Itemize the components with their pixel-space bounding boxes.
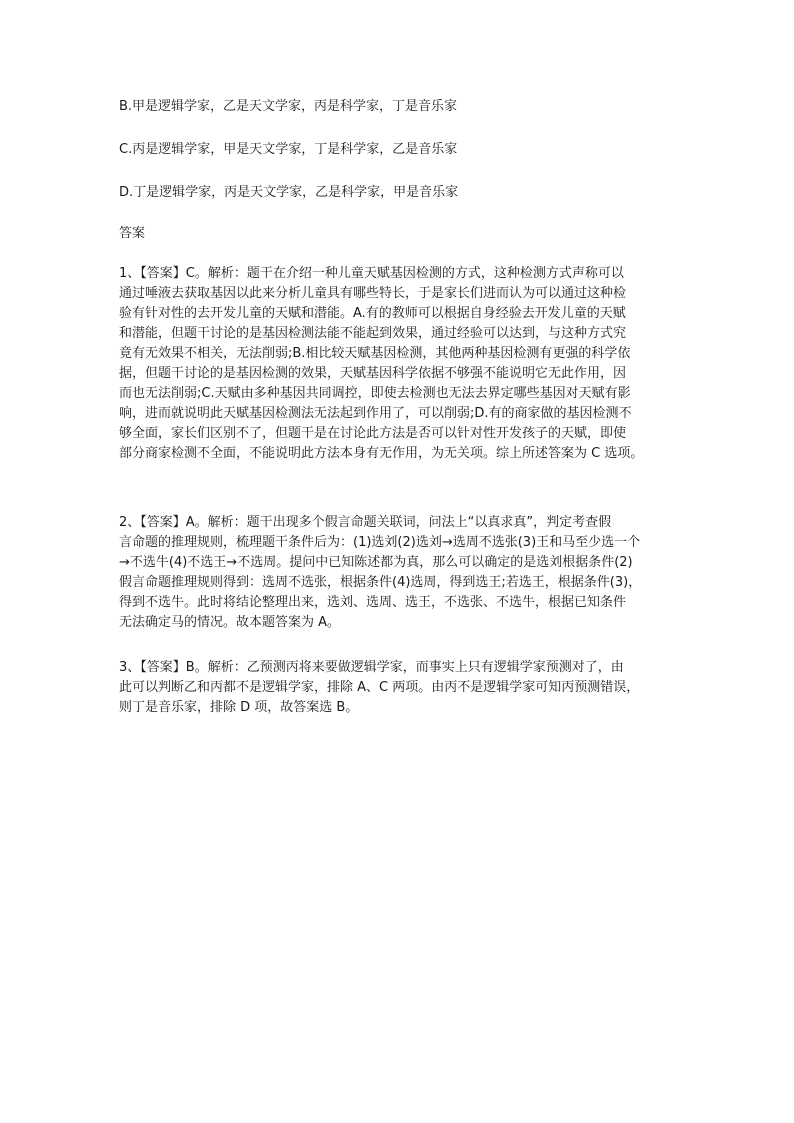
answer-2-line: 假言命题推理规则得到：选周不选张，根据条件(4)选周，得到选王;若选王，根据条件(3)，	[119, 575, 642, 590]
answer-2-line: →不选牛(4)不选王→不选周。提问中已知陈述都为真，那么可以确定的是选刘根据条件(2)	[119, 555, 633, 570]
answer-1-line: 够全面，家长们区别不了，但题干是在讨论此方法是否可以针对性开发孩子的天赋，即使	[119, 426, 627, 441]
answer-3	[119, 658, 684, 718]
answer-1-line: 部分商家检测不全面，不能说明此方法本身有无作用，为无关项。综上所述答案为 C 选项。	[119, 446, 644, 461]
answer-2-line: 无法确定马的情况。故本题答案为 A。	[119, 615, 341, 630]
answer-1-line: 和潜能，但题干讨论的是基因检测法能不能起到效果，通过经验可以达到，与这种方式究	[119, 326, 627, 341]
answer-1-line: 响，进而就说明此天赋基因检测法无法起到作用了，可以削弱;D.有的商家做的基因检测不	[119, 406, 632, 421]
answer-1-line: 而也无法削弱;C.天赋由多种基因共同调控，即使去检测也无法去界定哪些基因对天赋有影	[119, 386, 631, 401]
option-b: B.甲是逻辑学家，乙是天文学家，丙是科学家，丁是音乐家	[119, 99, 458, 114]
answer-1-line: 据，但题干讨论的是基因检测的效果，天赋基因科学依据不够强不能说明它无此作用，因	[119, 366, 627, 381]
answer-1	[119, 264, 684, 464]
option-c: C.丙是逻辑学家，甲是天文学家，丁是科学家，乙是音乐家	[119, 142, 458, 157]
answer-2-line: 2、【答案】A。解析：题干出现多个假言命题关联词，问法上“以真求真”，判定考查假	[119, 515, 612, 530]
answer-2-line: 得到不选牛。此时将结论整理出来，选刘、选周、选王，不选张、不选牛，根据已知条件	[119, 595, 627, 610]
answer-1-line: 1、【答案】C。解析：题干在介绍一种儿童天赋基因检测的方式，这种检测方式声称可以	[119, 266, 624, 281]
answer-3-line: 3、【答案】B。解析：乙预测丙将来要做逻辑学家，而事实上只有逻辑学家预测对了，由	[119, 660, 624, 675]
answer-3-line: 此可以判断乙和丙都不是逻辑学家，排除 A、C 两项。由丙不是逻辑学家可知丙预测错误，	[119, 680, 640, 695]
answer-heading: 答案	[119, 226, 146, 241]
answer-2	[119, 513, 684, 633]
answer-1-line: 竟有无效果不相关，无法削弱;B.相比较天赋基因检测，其他两种基因检测有更强的科学依	[119, 346, 631, 361]
answer-1-line: 验有针对性的去开发儿童的天赋和潜能。A.有的教师可以根据自身经验去开发儿童的天赋	[119, 306, 626, 321]
option-d: D.丁是逻辑学家，丙是天文学家，乙是科学家，甲是音乐家	[119, 185, 459, 200]
answer-2-line: 言命题的推理规则，梳理题干条件后为：(1)选刘(2)选刘→选周不选张(3)王和马至少选一个	[119, 535, 641, 550]
answer-3-line: 则丁是音乐家，排除 D 项，故答案选 B。	[119, 700, 359, 715]
answer-1-line: 通过唾液去获取基因以此来分析儿童具有哪些特长，于是家长们进而认为可以通过这种检	[119, 286, 627, 301]
